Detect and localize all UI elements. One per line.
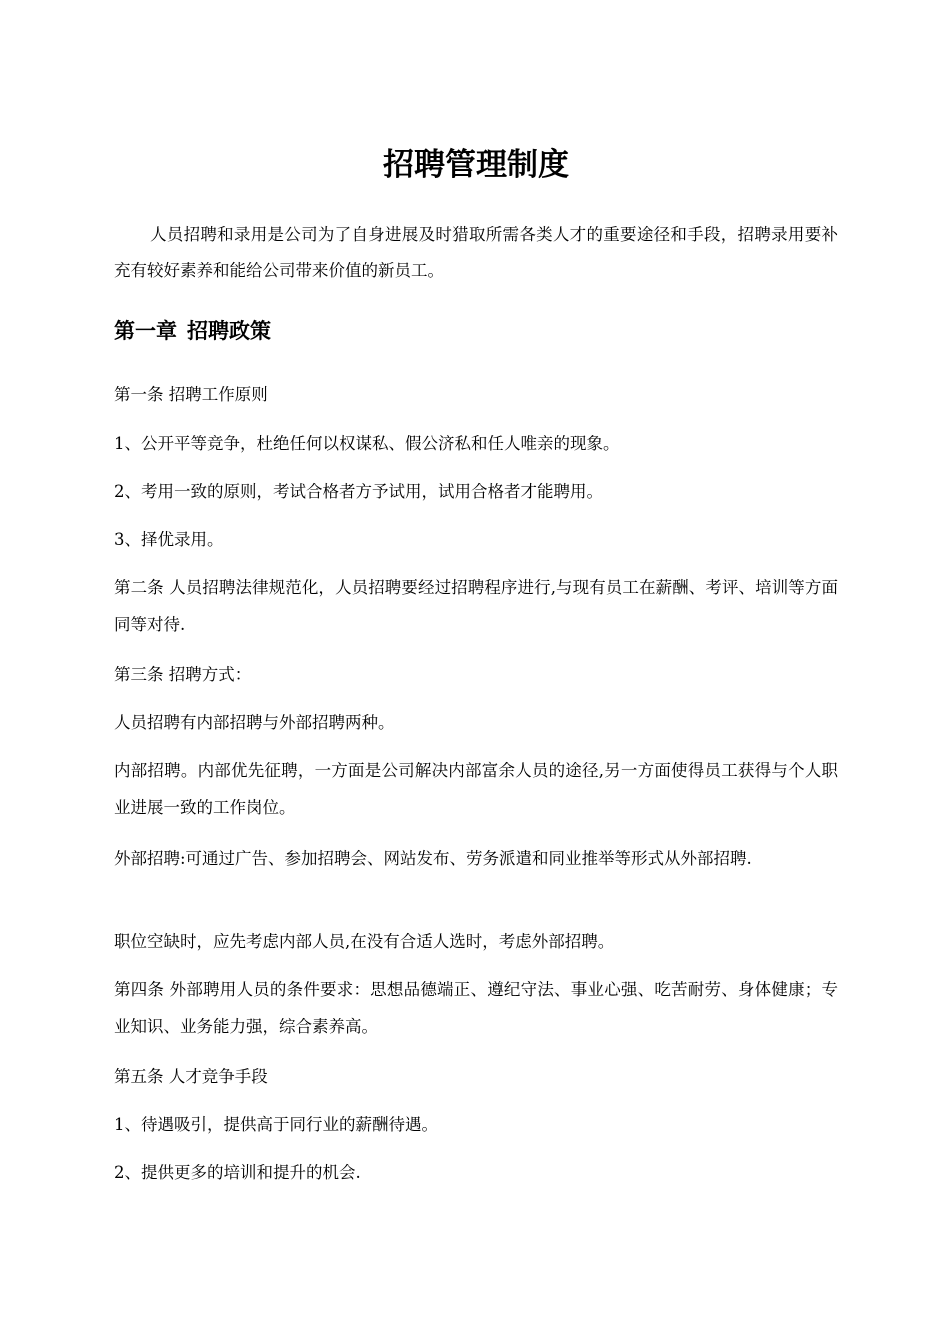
article-heading: 第五条 人才竞争手段 <box>114 1067 268 1086</box>
body-paragraph: 内部招聘。内部优先征聘，一方面是公司解决内部富余人员的途径,另一方面使得员工获得与个人职业进展一致的工作岗位。 <box>114 761 838 817</box>
article-paragraph: 第四条 外部聘用人员的条件要求：思想品德端正、遵纪守法、事业心强、吃苦耐劳、身体健康；专业知识、业务能力强，综合素养高。 <box>114 980 838 1036</box>
list-item: 3、择优录用。 <box>114 530 224 549</box>
body-paragraph: 人员招聘有内部招聘与外部招聘两种。 <box>114 713 395 732</box>
article-paragraph: 第二条 人员招聘法律规范化，人员招聘要经过招聘程序进行,与现有员工在薪酬、考评、培训等方面同等对待. <box>114 578 838 634</box>
list-item: 2、提供更多的培训和提升的机会. <box>114 1163 361 1182</box>
article-heading: 第一条 招聘工作原则 <box>114 385 268 404</box>
chapter-heading <box>114 313 271 349</box>
list-item: 2、考用一致的原则，考试合格者方予试用，试用合格者才能聘用。 <box>114 482 603 501</box>
body-paragraph: 外部招聘:可通过广告、参加招聘会、网站发布、劳务派遣和同业推举等形式从外部招聘. <box>114 849 752 868</box>
body-paragraph: 职位空缺时，应先考虑内部人员,在没有合适人选时，考虑外部招聘。 <box>114 932 615 951</box>
list-item: 1、公开平等竞争，杜绝任何以权谋私、假公济私和任人唯亲的现象。 <box>114 434 620 453</box>
intro-paragraph: 人员招聘和录用是公司为了自身进展及时猎取所需各类人才的重要途径和手段，招聘录用要补充有较好素养和能给公司带来价值的新员工。 <box>114 225 838 280</box>
list-item: 1、待遇吸引，提供高于同行业的薪酬待遇。 <box>114 1115 438 1134</box>
chapter-title: 招聘政策 <box>187 319 271 343</box>
document-title: 招聘管理制度 <box>383 147 569 183</box>
article-heading: 第三条 招聘方式： <box>114 665 252 684</box>
chapter-number: 第一章 <box>114 319 177 343</box>
